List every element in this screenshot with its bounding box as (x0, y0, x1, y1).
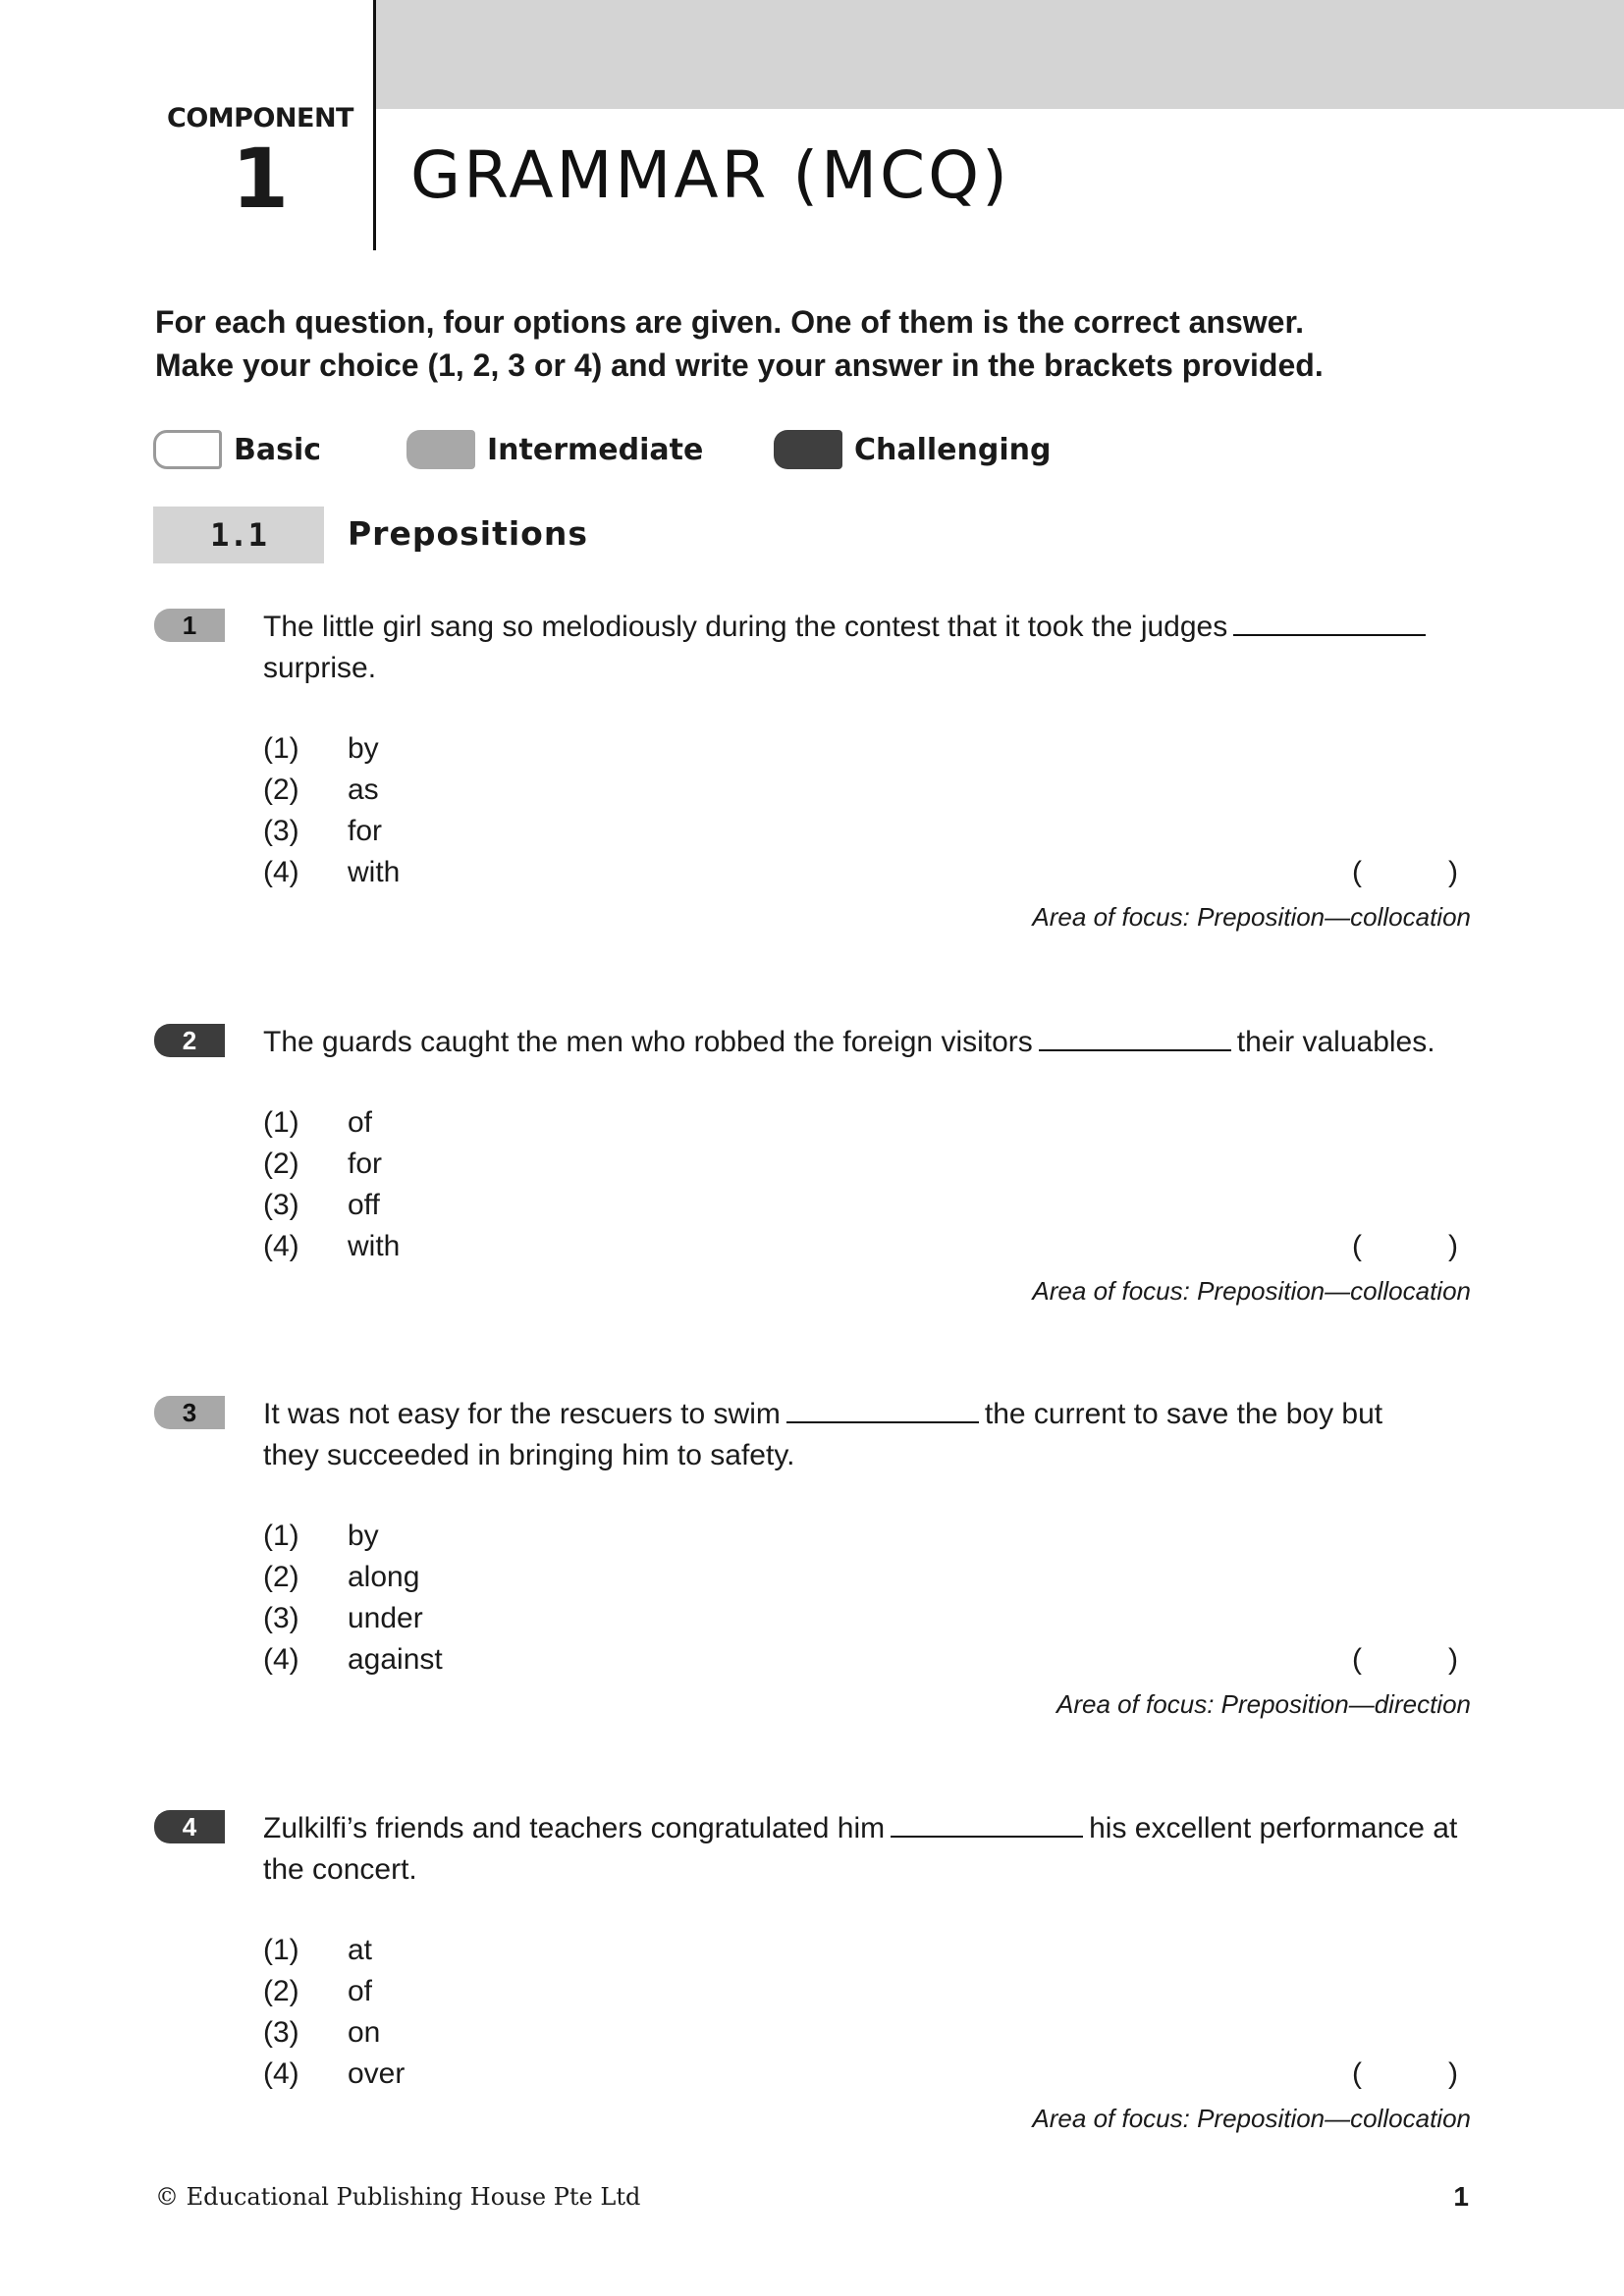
question-number-badge: 1 (154, 609, 225, 642)
option-number: (3) (263, 2016, 299, 2049)
question-text (263, 1022, 1481, 1063)
option-1 (263, 1102, 372, 1144)
option-number: (4) (263, 1230, 299, 1262)
answer-blank (1039, 1028, 1231, 1051)
page-title: GRAMMAR (MCQ) (410, 137, 1010, 213)
legend-challenging (774, 428, 1051, 471)
question-text (263, 1394, 1441, 1476)
question-text-after: his excellent performance at the concert. (263, 1812, 1458, 1886)
option-2 (263, 1557, 419, 1598)
option-text: under (348, 1602, 423, 1634)
question-text-before: Zulkilfi’s friends and teachers congratulated him (263, 1812, 886, 1844)
bracket-close: ) (1448, 1230, 1458, 1262)
answer-brackets[interactable] (1352, 852, 1458, 893)
instruction-line: For each question, four options are given. One of them is the correct answer. (155, 304, 1305, 340)
question-number-badge: 2 (154, 1024, 225, 1057)
area-of-focus: Area of focus: Preposition—collocation (1032, 902, 1471, 932)
option-4 (263, 852, 400, 893)
copyright: © Educational Publishing House Pte Ltd (155, 2183, 641, 2211)
legend-label: Basic (234, 432, 322, 467)
option-text: over (348, 2057, 406, 2090)
bracket-close: ) (1448, 856, 1458, 888)
option-number: (1) (263, 1934, 299, 1966)
basic-level-icon (153, 430, 222, 469)
component-label: COMPONENT (167, 103, 353, 133)
answer-brackets[interactable] (1352, 1226, 1458, 1267)
bracket-open: ( (1352, 2057, 1362, 2090)
answer-brackets[interactable] (1352, 1639, 1458, 1681)
option-number: (4) (263, 856, 299, 888)
option-4 (263, 1639, 443, 1681)
option-text: by (348, 732, 379, 765)
option-number: (2) (263, 1561, 299, 1593)
challenging-level-icon (774, 430, 842, 469)
option-text: along (348, 1561, 420, 1593)
instruction-line: Make your choice (1, 2, 3 or 4) and write your answer in the brackets provided. (155, 347, 1324, 383)
component-number: 1 (231, 131, 290, 227)
option-number: (3) (263, 1602, 299, 1634)
option-4 (263, 2054, 405, 2095)
answer-blank (1233, 613, 1426, 636)
option-number: (2) (263, 1975, 299, 2007)
question-text (263, 1808, 1481, 1891)
option-text: of (348, 1975, 373, 2007)
question-text-after: surprise. (263, 652, 377, 684)
option-2 (263, 770, 379, 811)
answer-blank (891, 1814, 1083, 1838)
option-text: off (348, 1189, 380, 1221)
legend-intermediate (406, 428, 703, 471)
option-text: with (348, 1230, 401, 1262)
option-text: by (348, 1520, 379, 1552)
bracket-close: ) (1448, 2057, 1458, 2090)
option-number: (1) (263, 732, 299, 765)
instructions (155, 300, 1471, 387)
bracket-open: ( (1352, 1643, 1362, 1676)
bracket-close: ) (1448, 1643, 1458, 1676)
question-text-before: The little girl sang so melodiously during the contest that it took the judges (263, 611, 1228, 643)
option-number: (2) (263, 774, 299, 806)
question-text-after: the current to save the boy but they succeeded in bringing him to safety. (263, 1398, 1383, 1471)
question-number-badge: 4 (154, 1810, 225, 1843)
option-2 (263, 1971, 372, 2012)
area-of-focus: Area of focus: Preposition—direction (1056, 1689, 1471, 1719)
bracket-open: ( (1352, 1230, 1362, 1262)
option-text: with (348, 856, 401, 888)
option-text: for (348, 1148, 383, 1180)
page-number: 1 (1453, 2181, 1469, 2212)
option-number: (3) (263, 1189, 299, 1221)
legend-label: Intermediate (487, 432, 704, 467)
option-text: of (348, 1106, 373, 1139)
option-1 (263, 728, 379, 770)
option-number: (4) (263, 1643, 299, 1676)
option-text: on (348, 2016, 381, 2049)
option-1 (263, 1930, 372, 1971)
question-text-after: their valuables. (1236, 1026, 1435, 1058)
legend-label: Challenging (854, 432, 1052, 467)
area-of-focus: Area of focus: Preposition—collocation (1032, 1276, 1471, 1306)
bracket-open: ( (1352, 856, 1362, 888)
answer-blank (786, 1400, 979, 1423)
option-number: (1) (263, 1106, 299, 1139)
option-text: for (348, 815, 383, 847)
option-text: against (348, 1643, 443, 1676)
option-2 (263, 1144, 382, 1185)
option-3 (263, 811, 382, 852)
option-3 (263, 2012, 380, 2054)
option-1 (263, 1516, 379, 1557)
area-of-focus: Area of focus: Preposition—collocation (1032, 2104, 1471, 2133)
intermediate-level-icon (406, 430, 475, 469)
option-number: (3) (263, 815, 299, 847)
option-text: at (348, 1934, 373, 1966)
option-3 (263, 1185, 380, 1226)
answer-brackets[interactable] (1352, 2054, 1458, 2095)
option-text: as (348, 774, 379, 806)
option-3 (263, 1598, 423, 1639)
option-number: (1) (263, 1520, 299, 1552)
header-band (375, 0, 1624, 109)
question-text (263, 607, 1481, 689)
section-number: 1.1 (153, 507, 324, 563)
section-title: Prepositions (348, 514, 588, 553)
question-number-badge: 3 (154, 1396, 225, 1429)
question-text-before: It was not easy for the rescuers to swim (263, 1398, 781, 1430)
header-divider (373, 0, 376, 250)
option-number: (2) (263, 1148, 299, 1180)
option-number: (4) (263, 2057, 299, 2090)
legend-basic (153, 428, 321, 471)
option-4 (263, 1226, 400, 1267)
question-text-before: The guards caught the men who robbed the foreign visitors (263, 1026, 1033, 1058)
